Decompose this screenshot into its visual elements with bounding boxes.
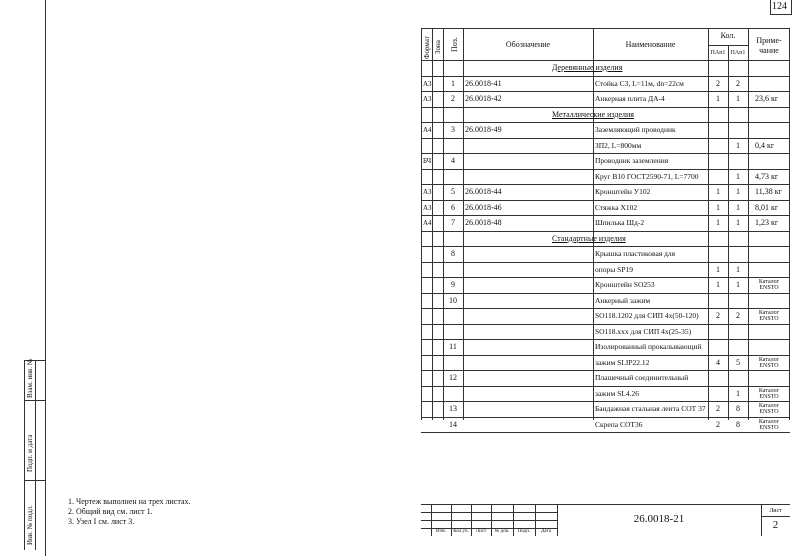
tb-col-label-1: Кол.уч. <box>453 529 469 534</box>
row-note: Каталог ENSTO <box>758 418 780 431</box>
row-note: Каталог ENSTO <box>758 356 780 369</box>
row-line <box>421 107 790 108</box>
row-note: 0,4 кг <box>755 140 775 150</box>
row-line <box>421 169 790 170</box>
row-line <box>421 277 790 278</box>
tb-col-label-0: Изм. <box>436 529 446 534</box>
row-name: Круг В10 ГОСТ2590-71, L=7700 <box>595 171 699 181</box>
tb-row-1 <box>421 512 557 513</box>
row-qty2: 1 <box>736 388 740 398</box>
table-border-top <box>421 28 790 29</box>
row-note: Каталог ENSTO <box>758 279 780 291</box>
stamp-col-line-1 <box>24 360 25 550</box>
row-line <box>421 200 790 201</box>
row-pos: 9 <box>451 280 455 289</box>
row-line <box>421 386 790 387</box>
tb-col-label-3: № док. <box>494 529 510 534</box>
row-format: A3 <box>423 188 432 196</box>
sheet-number: 2 <box>772 519 779 531</box>
row-line <box>421 324 790 325</box>
stamp-label-sign: Подп. и дата <box>26 434 34 472</box>
tb-sheet-split <box>761 516 790 517</box>
row-pos: 5 <box>451 187 455 196</box>
row-name: Стяжка Х102 <box>595 202 638 212</box>
row-format: БЧ <box>423 157 432 165</box>
row-name: Проводник заземления <box>595 156 669 165</box>
row-name: Изолированный прокалывающий <box>595 342 702 351</box>
note-2: 2. Общий вид см. лист 1. <box>68 507 153 516</box>
row-line <box>421 262 790 263</box>
document-code: 26.0018-21 <box>633 513 685 525</box>
title-block <box>421 504 790 536</box>
stamp-label-inv: Инв. № подл. <box>26 505 34 545</box>
row-designation: 26.0018-46 <box>465 202 502 212</box>
header-pos: Поз. <box>450 37 459 52</box>
row-format: A4 <box>423 219 432 227</box>
row-name: зажим SL4.26 <box>595 388 639 398</box>
row-designation: 26.0018-49 <box>465 125 502 134</box>
row-line <box>421 122 790 123</box>
row-note: 4,73 кг <box>755 171 779 181</box>
row-name: Кронштейн У102 <box>595 187 651 196</box>
tb-col-label-4: Подп. <box>517 529 531 534</box>
row-pos: 4 <box>451 156 455 165</box>
row-format: A3 <box>423 95 432 103</box>
row-line <box>421 76 790 77</box>
row-qty2: 1 <box>736 264 740 274</box>
row-designation: 26.0018-44 <box>465 187 502 196</box>
row-qty1: 1 <box>716 187 720 196</box>
spec-table <box>421 28 790 431</box>
row-qty1: 2 <box>716 404 720 413</box>
row-note: 1,23 кг <box>755 218 779 227</box>
row-designation: 26.0018-41 <box>465 78 502 88</box>
row-qty1: 2 <box>716 78 720 88</box>
row-qty1: 1 <box>716 218 720 227</box>
row-pos: 8 <box>451 249 455 258</box>
row-note: 11,38 кг <box>755 187 782 196</box>
row-name: Шпилька Шд-2 <box>595 218 645 227</box>
row-line <box>421 432 790 433</box>
row-pos: 10 <box>449 295 457 305</box>
header-name: Наименование <box>625 40 676 49</box>
row-line <box>421 401 790 402</box>
header-qty-col2: ПАп1 <box>730 50 746 56</box>
row-qty2: 8 <box>736 419 740 429</box>
row-line <box>421 417 790 418</box>
row-qty1: 2 <box>716 419 720 429</box>
row-line <box>421 91 790 92</box>
row-line <box>421 370 790 371</box>
section-standard: Стандартные изделия <box>552 233 626 243</box>
tb-col-label-5: Дата <box>541 529 551 534</box>
row-qty1: 1 <box>716 94 720 103</box>
col-line-format <box>432 28 433 420</box>
row-line <box>421 308 790 309</box>
row-note: 23,6 кг <box>755 94 779 103</box>
row-qty2: 1 <box>736 171 740 181</box>
stamp-col-line-2 <box>35 360 36 550</box>
row-qty2: 2 <box>736 78 740 88</box>
table-border-left <box>421 28 422 420</box>
col-line-designation <box>593 28 594 420</box>
row-line <box>421 246 790 247</box>
row-qty2: 2 <box>736 311 740 320</box>
row-name: Кронштейн SO253 <box>595 280 655 289</box>
row-format: A4 <box>423 126 432 134</box>
header-note: Приме- чание <box>756 36 782 55</box>
row-qty2: 1 <box>736 94 740 103</box>
row-line <box>421 215 790 216</box>
row-note: Каталог ENSTO <box>758 387 780 400</box>
row-pos: 13 <box>449 404 457 413</box>
row-qty1: 4 <box>716 357 720 367</box>
header-zone: Зона <box>434 40 442 54</box>
row-qty1: 2 <box>716 311 720 320</box>
row-designation: 26.0018-42 <box>465 94 502 103</box>
tb-row-2 <box>421 520 557 521</box>
stamp-label-replace: Взам. инв. № <box>26 358 34 398</box>
header-qty: Кол. <box>720 31 736 40</box>
row-pos: 2 <box>451 94 455 103</box>
section-wood: Деревянные изделия <box>552 63 623 72</box>
row-pos: 1 <box>451 78 455 88</box>
row-pos: 14 <box>449 419 457 429</box>
header-bottom <box>421 60 790 61</box>
row-line <box>421 231 790 232</box>
row-line <box>421 153 790 154</box>
col-line-pos <box>463 28 464 420</box>
row-qty1: 1 <box>716 264 720 274</box>
row-qty2: 5 <box>736 357 740 367</box>
stamp-row-2 <box>24 400 45 401</box>
header-qty-col1: ПАп1 <box>710 50 726 56</box>
row-format: A3 <box>423 79 432 88</box>
note-3: 3. Узел I см. лист 3. <box>68 517 135 526</box>
row-name: Бандажная стальная лента СОТ 37 <box>595 404 706 413</box>
row-name: Крышка пластиковая для <box>595 249 676 258</box>
row-pos: 11 <box>449 342 457 351</box>
row-line <box>421 355 790 356</box>
row-name: Заземляющий проводник <box>595 125 676 134</box>
row-pos: 7 <box>451 218 455 227</box>
row-qty2: 1 <box>736 218 740 227</box>
stamp-row-3 <box>24 480 45 481</box>
row-designation: 26.0018-48 <box>465 218 502 227</box>
row-name: SO118.ххх для СИП 4х(25-35) <box>595 326 692 336</box>
row-name: Анкерный зажим <box>595 295 651 305</box>
row-line <box>421 138 790 139</box>
qty-header-split <box>708 45 748 46</box>
row-qty1: 1 <box>716 280 720 289</box>
row-qty2: 1 <box>736 140 740 150</box>
row-qty2: 8 <box>736 404 740 413</box>
row-name: SO118.1202 для СИП 4х(50-120) <box>595 311 699 320</box>
header-format: Формат <box>423 36 431 59</box>
tb-top <box>421 504 790 505</box>
row-note: 8,01 кг <box>755 202 779 212</box>
row-name: Плашечный соединительный <box>595 373 689 382</box>
row-line <box>421 184 790 185</box>
table-border-right <box>789 28 790 420</box>
row-line <box>421 293 790 294</box>
tb-col-label-2: Лист <box>475 529 487 534</box>
row-qty2: 1 <box>736 187 740 196</box>
row-qty1: 1 <box>716 202 720 212</box>
row-pos: 6 <box>451 202 455 212</box>
row-name: Анкерная плита ДА-4 <box>595 94 665 103</box>
section-metal: Металлические изделия <box>552 109 634 119</box>
row-format: A3 <box>423 203 432 212</box>
row-name: Скрепа СОТ36 <box>595 419 643 429</box>
header-designation: Обозначение <box>505 40 551 49</box>
row-name: зажим SLIP22.12 <box>595 357 650 367</box>
sheet-label: Лист <box>769 508 782 514</box>
sheet-corner-number: 124 <box>772 1 787 12</box>
row-line <box>421 339 790 340</box>
row-qty2: 1 <box>736 202 740 212</box>
row-pos: 3 <box>451 125 455 134</box>
row-note: Каталог ENSTO <box>758 403 780 415</box>
row-name: опоры SP19 <box>595 264 634 274</box>
row-qty2: 1 <box>736 280 740 289</box>
left-frame-line <box>45 0 46 556</box>
note-1: 1. Чертеж выполнен на трех листах. <box>68 497 191 506</box>
row-name: Стойка С3, L=11м, dn=22см <box>595 78 684 88</box>
row-pos: 12 <box>449 373 457 382</box>
row-name: ЗП2, L=800мм <box>595 140 642 150</box>
row-note: Каталог ENSTO <box>758 310 780 322</box>
